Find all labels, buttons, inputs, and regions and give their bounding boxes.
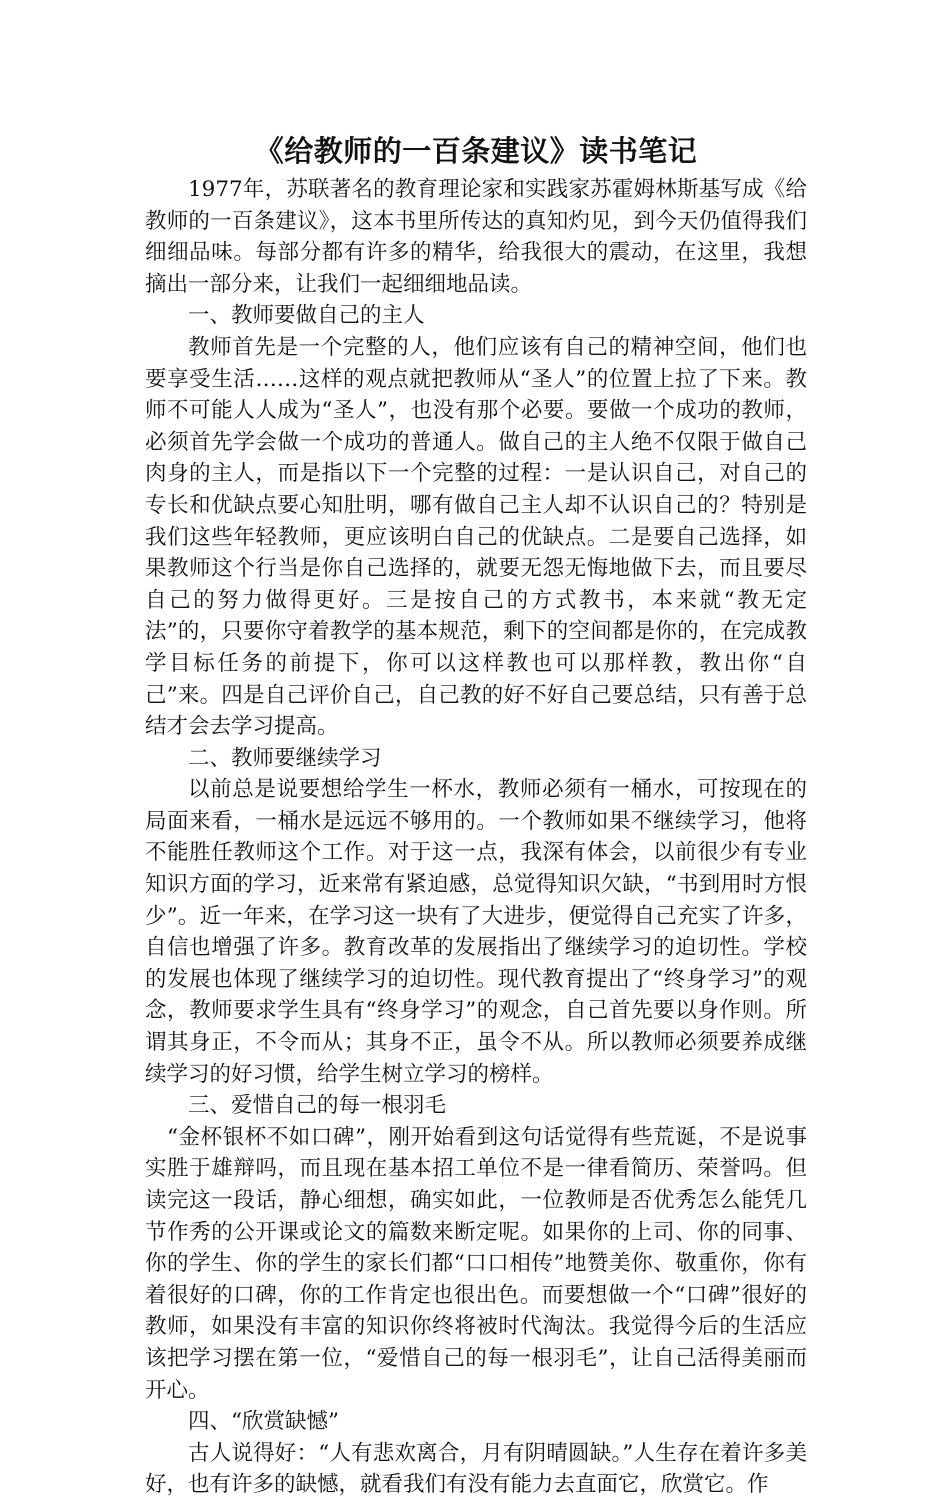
section-1-heading: 一、教师要做自己的主人 bbox=[188, 303, 425, 329]
section-4-body: 古人说得好：“人有悲欢离合，月有阴晴圆缺。”人生存在着许多美好，也有许多的缺憾，就看我们有没有能力去直面它，欣赏它。作 bbox=[145, 1440, 807, 1498]
section-3-heading: 三、爱惜自己的每一根羽毛 bbox=[188, 1093, 447, 1119]
intro-paragraph: 1977年，苏联著名的教育理论家和实践家苏霍姆林斯基写成《给教师的一百条建议》，这本书里所传达的真知灼见，到今天仍值得我们细细品味。每部分都有许多的精华，给我很大的震动，在这里，我想摘出一部分来，让我们一起细细地品读。 bbox=[145, 177, 807, 297]
section-4-heading: 四、“欣赏缺憾” bbox=[188, 1409, 339, 1435]
section-2-body: 以前总是说要想给学生一杯水，教师必须有一桶水，可按现在的局面来看，一桶水是远远不够用的。一个教师如果不继续学习，他将不能胜任教师这个工作。对于这一点，我深有体会，以前很少有专业知识方面的学习，近来常有紧迫感，总觉得知识欠缺，“书到用时方恨少”。近一年来，在学习这一块有了大进步，便觉得自己充实了许多，自信也增强了许多。教育改革的发展指出了继续学习的迫切性。学校的发展也体现了继续学习的迫切性。现代教育提出了“终身学习”的观念，教师要求学生具有“终身学习”的观念，自己首先要以身作则。所谓其身正，不令而从；其身不正，虽令不从。所以教师必须要养成继续学习的好习惯，给学生树立学习的榜样。 bbox=[145, 777, 807, 1087]
document-title: 《给教师的一百条建议》读书笔记 bbox=[254, 134, 698, 168]
section-1-body: 教师首先是一个完整的人，他们应该有自己的精神空间，他们也要享受生活……这样的观点就把教师从“圣人”的位置上拉了下来。教师不可能人人成为“圣人”，也没有那个必要。要做一个成功的教师，必须首先学会做一个成功的普通人。做自己的主人绝不仅限于做自己肉身的主人，而是指以下一个完整的过程：一是认识自己，对自己的专长和优缺点要心知肚明，哪有做自己主人却不认识自己的？特别是我们这些年轻教师，更应该明白自己的优缺点。二是要自己选择，如果教师这个行当是你自己选择的，就要无怨无悔地做下去，而且要尽自己的努力做得更好。三是按自己的方式教书，本来就“教无定法”的，只要你守着教学的基本规范，剩下的空间都是你的，在完成教学目标任务的前提下，你可以这样教也可以那样教，教出你“自己”来。四是自己评价自己，自己教的好不好自己要总结，只有善于总结才会去学习提高。 bbox=[145, 334, 807, 740]
section-3-body: “金杯银杯不如口碑”，刚开始看到这句话觉得有些荒诞，不是说事实胜于雄辩吗，而且现在基本招工单位不是一律看简历、荣誉吗。但读完这一段话，静心细想，确实如此，一位教师是否优秀怎么能凭几节作秀的公开课或论文的篇数来断定呢。如果你的上司、你的同事、你的学生、你的学生的家长们都“口口相传”地赞美你、敬重你，你有着很好的口碑，你的工作肯定也很出色。而要想做一个“口碑”很好的教师，如果没有丰富的知识你终将被时代淘汰。我觉得今后的生活应该把学习摆在第一位，“爱惜自己的每一根羽毛”，让自己活得美丽而开心。 bbox=[145, 1124, 807, 1403]
document-page bbox=[145, 128, 807, 1501]
section-2-heading: 二、教师要继续学习 bbox=[188, 745, 382, 771]
